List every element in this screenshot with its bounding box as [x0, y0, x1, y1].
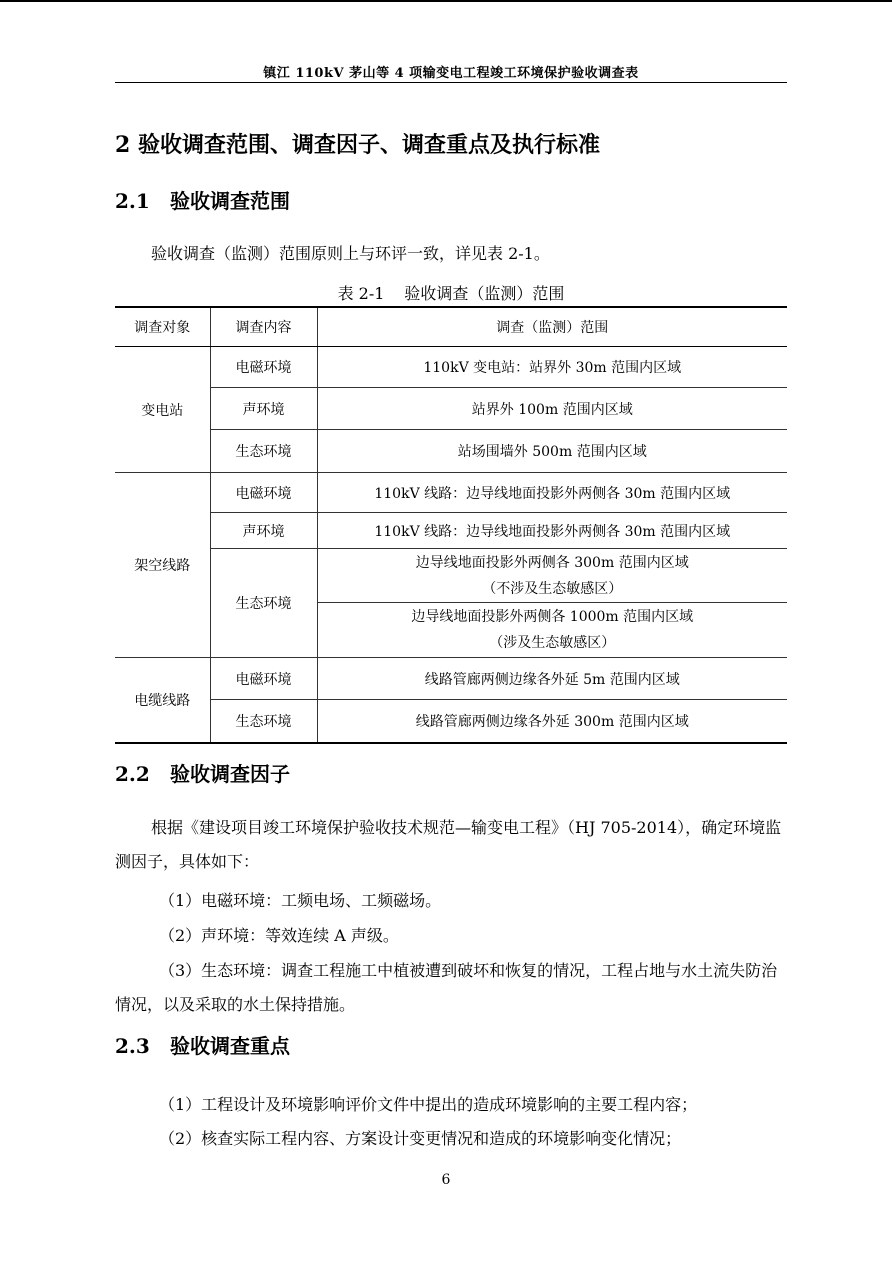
content-cell: 生态环境	[210, 430, 317, 473]
table-row	[115, 700, 787, 743]
subsection-title: 验收调查重点	[170, 1034, 290, 1058]
range-cell: 站场围墙外 500m 范围内区域	[317, 430, 787, 473]
subsection-title: 验收调查范围	[170, 189, 290, 213]
list-item: （3）生态环境：调查工程施工中植被遭到破坏和恢复的情况，工程占地与水土流失防治情况，以及采取的水土保持措施。	[115, 961, 778, 1014]
range-line: 边导线地面投影外两侧各 300m 范围内区域	[415, 554, 689, 571]
table-caption-number: 表 2-1	[337, 284, 385, 303]
paragraph-factors-intro: 根据《建设项目竣工环境保护验收技术规范—输变电工程》（HJ 705-2014），确定环境监测因子，具体如下：	[115, 818, 782, 871]
subsection-number: 2.3	[115, 1034, 150, 1058]
subsection-number: 2.2	[115, 762, 150, 786]
object-cell-cable: 电缆线路	[115, 658, 210, 743]
table-row	[115, 473, 787, 513]
range-table	[115, 306, 787, 744]
list-item: （1）电磁环境：工频电场、工频磁场。	[159, 891, 442, 910]
content-cell: 生态环境	[210, 700, 317, 743]
page-top-border	[0, 0, 892, 2]
range-line: （不涉及生态敏感区）	[482, 580, 623, 597]
table-row	[115, 347, 787, 388]
table-row	[115, 513, 787, 549]
paragraph-range-intro: 验收调查（监测）范围原则上与环评一致，详见表 2-1。	[151, 244, 550, 263]
list-item: （2）声环境：等效连续 A 声级。	[159, 926, 399, 945]
subsection-title: 验收调查因子	[170, 762, 290, 786]
content-cell: 电磁环境	[210, 658, 317, 700]
page-number: 6	[441, 1172, 451, 1188]
content-cell: 声环境	[210, 388, 317, 430]
table-row	[115, 658, 787, 700]
running-header: 镇江 110kV 茅山等 4 项输变电工程竣工环境保护验收调查表	[263, 66, 639, 81]
subsection-heading-2-3	[115, 1030, 290, 1059]
object-cell-substation: 变电站	[115, 347, 210, 473]
table-header-cell: 调查对象	[115, 307, 210, 347]
range-cell: 110kV 线路：边导线地面投影外两侧各 30m 范围内区域	[317, 513, 787, 549]
list-item: （1）工程设计及环境影响评价文件中提出的造成环境影响的主要工程内容；	[159, 1095, 698, 1114]
content-cell: 电磁环境	[210, 347, 317, 388]
table-header-cell: 调查（监测）范围	[317, 307, 787, 347]
table-caption	[115, 281, 787, 304]
list-item: （2）核查实际工程内容、方案设计变更情况和造成的环境影响变化情况；	[159, 1129, 682, 1148]
content-cell: 生态环境	[210, 549, 317, 658]
range-cell: 线路管廊两侧边缘各外延 300m 范围内区域	[317, 700, 787, 743]
range-line: （涉及生态敏感区）	[489, 635, 616, 651]
subsection-number: 2.1	[115, 189, 150, 213]
table-header-cell: 调查内容	[210, 307, 317, 347]
range-cell-multiline	[317, 549, 787, 603]
table-caption-title: 验收调查（监测）范围	[404, 284, 565, 303]
range-line: 边导线地面投影外两侧各 1000m 范围内区域	[411, 609, 694, 625]
table-row	[115, 388, 787, 430]
object-cell-overhead: 架空线路	[115, 473, 210, 658]
table-row	[115, 430, 787, 473]
range-cell: 线路管廊两侧边缘各外延 5m 范围内区域	[317, 658, 787, 700]
header-rule	[115, 82, 787, 83]
table-header-row	[115, 307, 787, 347]
content-cell: 声环境	[210, 513, 317, 549]
range-cell: 站界外 100m 范围内区域	[317, 388, 787, 430]
table-row	[115, 549, 787, 603]
range-cell: 110kV 变电站：站界外 30m 范围内区域	[317, 347, 787, 388]
section-heading: 2 验收调查范围、调查因子、调查重点及执行标准	[115, 132, 600, 158]
subsection-heading-2-1	[115, 185, 290, 214]
subsection-heading-2-2	[115, 758, 290, 787]
range-cell-multiline	[317, 603, 787, 658]
content-cell: 电磁环境	[210, 473, 317, 513]
range-cell: 110kV 线路：边导线地面投影外两侧各 30m 范围内区域	[317, 473, 787, 513]
